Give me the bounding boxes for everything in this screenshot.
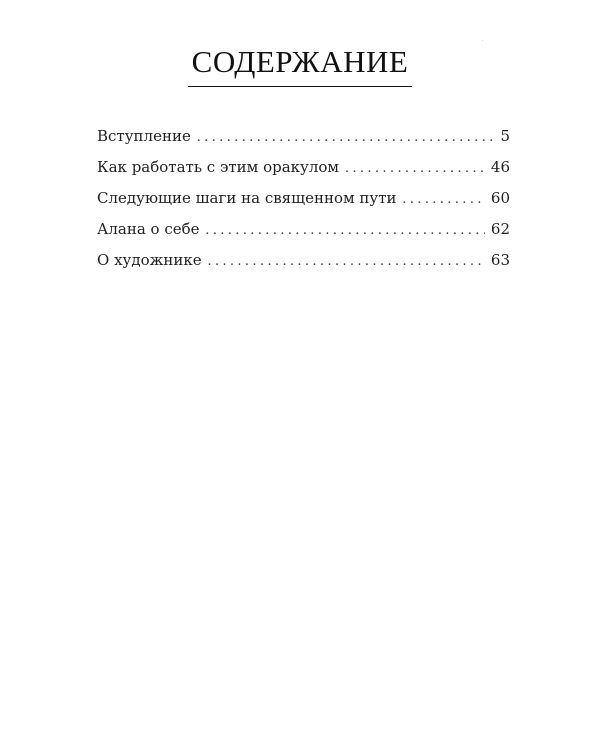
toc-entry-introduction[interactable] bbox=[97, 126, 510, 157]
toc-entry-how-to-work[interactable] bbox=[97, 157, 510, 188]
toc-dot-leader bbox=[345, 158, 485, 178]
toc-entry-page: 46 bbox=[490, 158, 510, 176]
toc-entry-label: О художнике bbox=[97, 251, 202, 269]
toc-entry-about-artist[interactable] bbox=[97, 250, 510, 281]
toc-dot-leader bbox=[197, 127, 495, 147]
title-block bbox=[0, 44, 600, 87]
toc-dot-leader bbox=[208, 251, 485, 271]
toc-entry-page: 62 bbox=[490, 220, 510, 238]
table-of-contents bbox=[97, 126, 510, 281]
toc-dot-leader bbox=[403, 189, 485, 209]
toc-dot-leader bbox=[206, 220, 485, 240]
toc-entry-page: 63 bbox=[490, 251, 510, 269]
toc-entry-label: Следующие шаги на священном пути bbox=[97, 189, 397, 207]
toc-entry-label: Вступление bbox=[97, 127, 191, 145]
toc-entry-about-author[interactable] bbox=[97, 219, 510, 250]
page-title: СОДЕРЖАНИЕ bbox=[188, 44, 413, 87]
toc-entry-page: 5 bbox=[500, 127, 510, 145]
toc-entry-label: Алана о себе bbox=[97, 220, 200, 238]
scan-speck bbox=[482, 40, 483, 41]
toc-entry-next-steps[interactable] bbox=[97, 188, 510, 219]
toc-entry-label: Как работать с этим оракулом bbox=[97, 158, 340, 176]
toc-entry-page: 60 bbox=[490, 189, 510, 207]
